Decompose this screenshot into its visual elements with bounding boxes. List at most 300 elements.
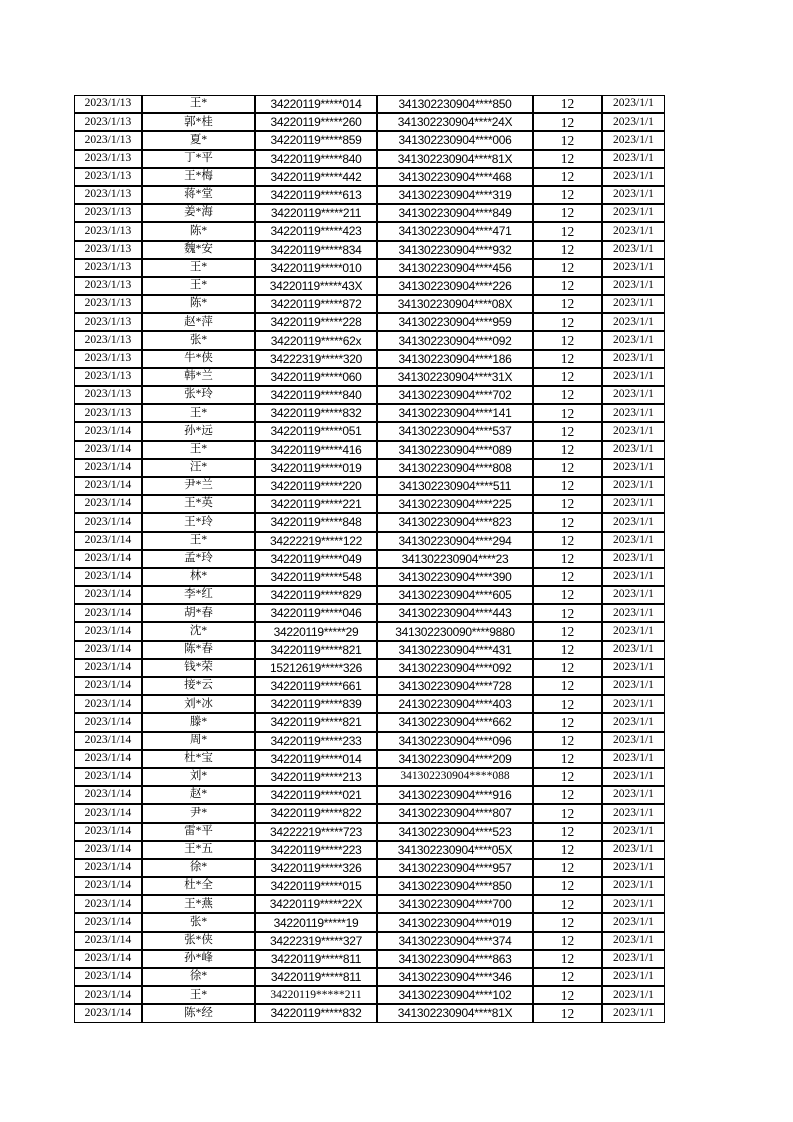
- cell-person-name: 王*: [142, 532, 255, 550]
- cell-account-number-masked: 341302230904****456: [377, 259, 533, 277]
- table-row: [74, 513, 665, 531]
- cell-start-date: 2023/1/1: [602, 277, 665, 295]
- cell-months: 12: [533, 859, 602, 877]
- cell-id-number-masked: 34220119*****049: [255, 550, 377, 568]
- cell-account-number-masked: 341302230904****605: [377, 586, 533, 604]
- cell-months: 12: [533, 513, 602, 531]
- cell-id-number-masked: 34220119*****442: [255, 168, 377, 186]
- cell-person-name: 王*: [142, 441, 255, 459]
- table-row: [74, 786, 665, 804]
- table-row: [74, 368, 665, 386]
- cell-record-date: 2023/1/13: [74, 350, 142, 368]
- cell-months: 12: [533, 277, 602, 295]
- cell-person-name: 张*: [142, 331, 255, 349]
- cell-months: 12: [533, 622, 602, 640]
- cell-months: 12: [533, 895, 602, 913]
- cell-id-number-masked: 34220119*****872: [255, 295, 377, 313]
- cell-account-number-masked: 341302230904****468: [377, 168, 533, 186]
- cell-person-name: 孙*峰: [142, 950, 255, 968]
- cell-id-number-masked: 34222319*****327: [255, 932, 377, 950]
- cell-start-date: 2023/1/1: [602, 222, 665, 240]
- cell-record-date: 2023/1/14: [74, 477, 142, 495]
- cell-start-date: 2023/1/1: [602, 750, 665, 768]
- cell-person-name: 杜*宝: [142, 750, 255, 768]
- table-row: [74, 695, 665, 713]
- table-row: [74, 550, 665, 568]
- table-row: [74, 241, 665, 259]
- cell-record-date: 2023/1/13: [74, 186, 142, 204]
- cell-person-name: 王*玲: [142, 513, 255, 531]
- cell-account-number-masked: 341302230904****05X: [377, 841, 533, 859]
- cell-months: 12: [533, 386, 602, 404]
- cell-person-name: 王*梅: [142, 168, 255, 186]
- cell-id-number-masked: 34220119*****22X: [255, 895, 377, 913]
- cell-person-name: 刘*: [142, 768, 255, 786]
- cell-account-number-masked: 341302230904****141: [377, 404, 533, 422]
- table-row: [74, 331, 665, 349]
- cell-start-date: 2023/1/1: [602, 513, 665, 531]
- cell-start-date: 2023/1/1: [602, 713, 665, 731]
- cell-start-date: 2023/1/1: [602, 422, 665, 440]
- cell-id-number-masked: 34222219*****723: [255, 823, 377, 841]
- cell-id-number-masked: 34220119*****211: [255, 204, 377, 222]
- cell-account-number-masked: 341302230904****932: [377, 241, 533, 259]
- cell-start-date: 2023/1/1: [602, 532, 665, 550]
- cell-months: 12: [533, 604, 602, 622]
- table-row: [74, 950, 665, 968]
- cell-record-date: 2023/1/14: [74, 895, 142, 913]
- cell-months: 12: [533, 350, 602, 368]
- cell-record-date: 2023/1/13: [74, 313, 142, 331]
- cell-person-name: 陈*经: [142, 1004, 255, 1022]
- cell-account-number-masked: 341302230904****916: [377, 786, 533, 804]
- cell-id-number-masked: 34220119*****046: [255, 604, 377, 622]
- cell-start-date: 2023/1/1: [602, 204, 665, 222]
- cell-record-date: 2023/1/14: [74, 750, 142, 768]
- table-row: [74, 877, 665, 895]
- cell-months: 12: [533, 804, 602, 822]
- cell-account-number-masked: 341302230904****092: [377, 331, 533, 349]
- cell-id-number-masked: 34220119*****661: [255, 677, 377, 695]
- cell-person-name: 接*云: [142, 677, 255, 695]
- cell-start-date: 2023/1/1: [602, 568, 665, 586]
- cell-months: 12: [533, 677, 602, 695]
- cell-id-number-masked: 34220119*****221: [255, 495, 377, 513]
- cell-months: 12: [533, 168, 602, 186]
- cell-start-date: 2023/1/1: [602, 823, 665, 841]
- cell-start-date: 2023/1/1: [602, 368, 665, 386]
- cell-account-number-masked: 341302230904****346: [377, 968, 533, 986]
- cell-person-name: 孙*远: [142, 422, 255, 440]
- cell-months: 12: [533, 404, 602, 422]
- cell-id-number-masked: 34220119*****211: [255, 986, 377, 1004]
- cell-person-name: 王*: [142, 95, 255, 113]
- cell-person-name: 张*侠: [142, 932, 255, 950]
- cell-id-number-masked: 34220119*****051: [255, 422, 377, 440]
- cell-start-date: 2023/1/1: [602, 477, 665, 495]
- cell-record-date: 2023/1/13: [74, 331, 142, 349]
- cell-person-name: 王*英: [142, 495, 255, 513]
- cell-record-date: 2023/1/14: [74, 823, 142, 841]
- cell-months: 12: [533, 441, 602, 459]
- cell-account-number-masked: 341302230904****728: [377, 677, 533, 695]
- cell-start-date: 2023/1/1: [602, 495, 665, 513]
- cell-months: 12: [533, 368, 602, 386]
- cell-start-date: 2023/1/1: [602, 859, 665, 877]
- cell-record-date: 2023/1/13: [74, 150, 142, 168]
- cell-person-name: 赵*萍: [142, 313, 255, 331]
- cell-record-date: 2023/1/14: [74, 986, 142, 1004]
- cell-record-date: 2023/1/14: [74, 804, 142, 822]
- cell-account-number-masked: 341302230904****390: [377, 568, 533, 586]
- table-row: [74, 823, 665, 841]
- cell-start-date: 2023/1/1: [602, 186, 665, 204]
- cell-id-number-masked: 34220119*****29: [255, 622, 377, 640]
- cell-start-date: 2023/1/1: [602, 459, 665, 477]
- cell-account-number-masked: 341302230904****092: [377, 659, 533, 677]
- cell-months: 12: [533, 932, 602, 950]
- cell-id-number-masked: 34220119*****060: [255, 368, 377, 386]
- cell-record-date: 2023/1/14: [74, 532, 142, 550]
- cell-person-name: 魏*安: [142, 241, 255, 259]
- table-row: [74, 895, 665, 913]
- cell-months: 12: [533, 113, 602, 131]
- cell-record-date: 2023/1/14: [74, 950, 142, 968]
- cell-id-number-masked: 34220119*****43X: [255, 277, 377, 295]
- cell-person-name: 王*: [142, 986, 255, 1004]
- cell-months: 12: [533, 877, 602, 895]
- cell-account-number-masked: 341302230904****511: [377, 477, 533, 495]
- cell-id-number-masked: 34220119*****613: [255, 186, 377, 204]
- table-row: [74, 604, 665, 622]
- cell-record-date: 2023/1/13: [74, 295, 142, 313]
- cell-id-number-masked: 34220119*****832: [255, 1004, 377, 1022]
- cell-record-date: 2023/1/13: [74, 95, 142, 113]
- cell-person-name: 徐*: [142, 968, 255, 986]
- cell-start-date: 2023/1/1: [602, 604, 665, 622]
- cell-account-number-masked: 341302230904****431: [377, 641, 533, 659]
- cell-start-date: 2023/1/1: [602, 586, 665, 604]
- cell-record-date: 2023/1/14: [74, 422, 142, 440]
- cell-start-date: 2023/1/1: [602, 386, 665, 404]
- cell-person-name: 郭*桂: [142, 113, 255, 131]
- cell-start-date: 2023/1/1: [602, 950, 665, 968]
- cell-id-number-masked: 34220119*****62x: [255, 331, 377, 349]
- table-row: [74, 422, 665, 440]
- cell-id-number-masked: 34220119*****019: [255, 459, 377, 477]
- cell-account-number-masked: 341302230904****523: [377, 823, 533, 841]
- cell-months: 12: [533, 222, 602, 240]
- cell-months: 12: [533, 295, 602, 313]
- cell-record-date: 2023/1/14: [74, 568, 142, 586]
- cell-months: 12: [533, 459, 602, 477]
- cell-start-date: 2023/1/1: [602, 913, 665, 931]
- cell-id-number-masked: 34220119*****811: [255, 950, 377, 968]
- cell-record-date: 2023/1/14: [74, 550, 142, 568]
- table-row: [74, 477, 665, 495]
- cell-record-date: 2023/1/13: [74, 204, 142, 222]
- cell-person-name: 胡*春: [142, 604, 255, 622]
- cell-months: 12: [533, 331, 602, 349]
- cell-person-name: 陈*: [142, 222, 255, 240]
- cell-start-date: 2023/1/1: [602, 986, 665, 1004]
- cell-id-number-masked: 34220119*****859: [255, 131, 377, 149]
- records-table-body: [74, 95, 665, 1023]
- cell-id-number-masked: 34220119*****228: [255, 313, 377, 331]
- cell-start-date: 2023/1/1: [602, 150, 665, 168]
- cell-person-name: 丁*平: [142, 150, 255, 168]
- cell-record-date: 2023/1/13: [74, 241, 142, 259]
- table-row: [74, 968, 665, 986]
- cell-start-date: 2023/1/1: [602, 550, 665, 568]
- cell-account-number-masked: 341302230904****006: [377, 131, 533, 149]
- table-row: [74, 459, 665, 477]
- cell-person-name: 林*: [142, 568, 255, 586]
- cell-id-number-masked: 34220119*****014: [255, 95, 377, 113]
- cell-id-number-masked: 34220119*****822: [255, 804, 377, 822]
- cell-record-date: 2023/1/14: [74, 841, 142, 859]
- cell-id-number-masked: 15212619*****326: [255, 659, 377, 677]
- cell-account-number-masked: 341302230904****700: [377, 895, 533, 913]
- table-row: [74, 932, 665, 950]
- cell-id-number-masked: 34220119*****416: [255, 441, 377, 459]
- cell-record-date: 2023/1/14: [74, 604, 142, 622]
- cell-id-number-masked: 34220119*****220: [255, 477, 377, 495]
- cell-record-date: 2023/1/13: [74, 168, 142, 186]
- cell-months: 12: [533, 695, 602, 713]
- cell-months: 12: [533, 186, 602, 204]
- cell-person-name: 李*红: [142, 586, 255, 604]
- cell-record-date: 2023/1/13: [74, 386, 142, 404]
- cell-account-number-masked: 341302230904****294: [377, 532, 533, 550]
- cell-start-date: 2023/1/1: [602, 404, 665, 422]
- table-row: [74, 986, 665, 1004]
- cell-record-date: 2023/1/13: [74, 259, 142, 277]
- cell-id-number-masked: 34222319*****320: [255, 350, 377, 368]
- cell-account-number-masked: 341302230904****81X: [377, 150, 533, 168]
- cell-start-date: 2023/1/1: [602, 695, 665, 713]
- table-row: [74, 732, 665, 750]
- cell-record-date: 2023/1/14: [74, 677, 142, 695]
- cell-record-date: 2023/1/14: [74, 859, 142, 877]
- cell-record-date: 2023/1/14: [74, 1004, 142, 1022]
- cell-person-name: 尹*兰: [142, 477, 255, 495]
- cell-months: 12: [533, 659, 602, 677]
- cell-months: 12: [533, 732, 602, 750]
- cell-record-date: 2023/1/14: [74, 968, 142, 986]
- cell-start-date: 2023/1/1: [602, 877, 665, 895]
- cell-person-name: 陈*春: [142, 641, 255, 659]
- table-row: [74, 186, 665, 204]
- table-row: [74, 913, 665, 931]
- cell-person-name: 周*: [142, 732, 255, 750]
- cell-start-date: 2023/1/1: [602, 313, 665, 331]
- cell-account-number-masked: 341302230904****102: [377, 986, 533, 1004]
- cell-start-date: 2023/1/1: [602, 804, 665, 822]
- table-row: [74, 168, 665, 186]
- table-row: [74, 1004, 665, 1022]
- cell-account-number-masked: 341302230904****209: [377, 750, 533, 768]
- table-row: [74, 622, 665, 640]
- cell-months: 12: [533, 95, 602, 113]
- cell-account-number-masked: 341302230904****225: [377, 495, 533, 513]
- cell-record-date: 2023/1/14: [74, 713, 142, 731]
- cell-months: 12: [533, 586, 602, 604]
- cell-person-name: 王*五: [142, 841, 255, 859]
- cell-person-name: 王*: [142, 259, 255, 277]
- cell-months: 12: [533, 550, 602, 568]
- cell-start-date: 2023/1/1: [602, 1004, 665, 1022]
- cell-months: 12: [533, 913, 602, 931]
- cell-months: 12: [533, 259, 602, 277]
- cell-start-date: 2023/1/1: [602, 331, 665, 349]
- cell-start-date: 2023/1/1: [602, 659, 665, 677]
- cell-months: 12: [533, 768, 602, 786]
- cell-account-number-masked: 341302230904****096: [377, 732, 533, 750]
- cell-months: 12: [533, 495, 602, 513]
- cell-months: 12: [533, 241, 602, 259]
- cell-person-name: 牛*侠: [142, 350, 255, 368]
- cell-start-date: 2023/1/1: [602, 841, 665, 859]
- cell-record-date: 2023/1/14: [74, 768, 142, 786]
- cell-start-date: 2023/1/1: [602, 932, 665, 950]
- cell-person-name: 沈*: [142, 622, 255, 640]
- cell-id-number-masked: 34220119*****839: [255, 695, 377, 713]
- cell-account-number-masked: 341302230904****319: [377, 186, 533, 204]
- table-row: [74, 222, 665, 240]
- cell-id-number-masked: 34220119*****848: [255, 513, 377, 531]
- cell-account-number-masked: 341302230904****226: [377, 277, 533, 295]
- table-row: [74, 295, 665, 313]
- cell-id-number-masked: 34220119*****19: [255, 913, 377, 931]
- cell-record-date: 2023/1/14: [74, 659, 142, 677]
- table-row: [74, 841, 665, 859]
- table-row: [74, 750, 665, 768]
- cell-record-date: 2023/1/13: [74, 404, 142, 422]
- cell-start-date: 2023/1/1: [602, 295, 665, 313]
- cell-id-number-masked: 34220119*****811: [255, 968, 377, 986]
- table-row: [74, 204, 665, 222]
- cell-account-number-masked: 341302230904****374: [377, 932, 533, 950]
- table-row: [74, 859, 665, 877]
- cell-months: 12: [533, 823, 602, 841]
- cell-id-number-masked: 34220119*****423: [255, 222, 377, 240]
- cell-months: 12: [533, 532, 602, 550]
- cell-start-date: 2023/1/1: [602, 350, 665, 368]
- cell-months: 12: [533, 641, 602, 659]
- cell-months: 12: [533, 568, 602, 586]
- cell-person-name: 汪*: [142, 459, 255, 477]
- cell-record-date: 2023/1/14: [74, 877, 142, 895]
- cell-record-date: 2023/1/14: [74, 732, 142, 750]
- cell-months: 12: [533, 477, 602, 495]
- table-row: [74, 386, 665, 404]
- cell-record-date: 2023/1/13: [74, 222, 142, 240]
- cell-months: 12: [533, 150, 602, 168]
- cell-start-date: 2023/1/1: [602, 677, 665, 695]
- records-table: [74, 95, 665, 1023]
- table-row: [74, 350, 665, 368]
- cell-account-number-masked: 341302230904****23: [377, 550, 533, 568]
- cell-months: 12: [533, 422, 602, 440]
- cell-id-number-masked: 34220119*****260: [255, 113, 377, 131]
- cell-id-number-masked: 34220119*****834: [255, 241, 377, 259]
- cell-account-number-masked: 341302230904****81X: [377, 1004, 533, 1022]
- cell-account-number-masked: 341302230904****186: [377, 350, 533, 368]
- cell-record-date: 2023/1/14: [74, 641, 142, 659]
- cell-person-name: 滕*: [142, 713, 255, 731]
- cell-person-name: 陈*: [142, 295, 255, 313]
- cell-months: 12: [533, 713, 602, 731]
- cell-start-date: 2023/1/1: [602, 95, 665, 113]
- table-row: [74, 677, 665, 695]
- table-row: [74, 804, 665, 822]
- cell-account-number-masked: 341302230904****31X: [377, 368, 533, 386]
- cell-account-number-masked: 341302230904****959: [377, 313, 533, 331]
- cell-months: 12: [533, 1004, 602, 1022]
- cell-id-number-masked: 34220119*****213: [255, 768, 377, 786]
- cell-account-number-masked: 341302230904****019: [377, 913, 533, 931]
- cell-person-name: 韩*兰: [142, 368, 255, 386]
- table-row: [74, 150, 665, 168]
- table-row: [74, 532, 665, 550]
- cell-start-date: 2023/1/1: [602, 441, 665, 459]
- cell-id-number-masked: 34220119*****840: [255, 150, 377, 168]
- cell-start-date: 2023/1/1: [602, 241, 665, 259]
- cell-account-number-masked: 341302230904****24X: [377, 113, 533, 131]
- cell-account-number-masked: 341302230904****957: [377, 859, 533, 877]
- cell-record-date: 2023/1/13: [74, 277, 142, 295]
- cell-record-date: 2023/1/13: [74, 368, 142, 386]
- cell-id-number-masked: 34222219*****122: [255, 532, 377, 550]
- cell-person-name: 蒋*堂: [142, 186, 255, 204]
- cell-account-number-masked: 341302230904****850: [377, 877, 533, 895]
- cell-id-number-masked: 34220119*****840: [255, 386, 377, 404]
- cell-months: 12: [533, 950, 602, 968]
- cell-start-date: 2023/1/1: [602, 732, 665, 750]
- table-row: [74, 404, 665, 422]
- table-row: [74, 313, 665, 331]
- cell-person-name: 钱*荣: [142, 659, 255, 677]
- cell-months: 12: [533, 968, 602, 986]
- cell-months: 12: [533, 841, 602, 859]
- cell-person-name: 张*: [142, 913, 255, 931]
- cell-id-number-masked: 34220119*****014: [255, 750, 377, 768]
- table-row: [74, 259, 665, 277]
- cell-record-date: 2023/1/13: [74, 113, 142, 131]
- cell-id-number-masked: 34220119*****326: [255, 859, 377, 877]
- cell-id-number-masked: 34220119*****832: [255, 404, 377, 422]
- table-row: [74, 113, 665, 131]
- cell-record-date: 2023/1/14: [74, 495, 142, 513]
- cell-account-number-masked: 341302230904****849: [377, 204, 533, 222]
- cell-account-number-masked: 341302230904****850: [377, 95, 533, 113]
- cell-account-number-masked: 341302230904****662: [377, 713, 533, 731]
- cell-id-number-masked: 34220119*****015: [255, 877, 377, 895]
- cell-account-number-masked: 341302230904****823: [377, 513, 533, 531]
- cell-person-name: 张*玲: [142, 386, 255, 404]
- cell-record-date: 2023/1/14: [74, 695, 142, 713]
- table-row: [74, 641, 665, 659]
- cell-id-number-masked: 34220119*****548: [255, 568, 377, 586]
- cell-account-number-masked: 341302230090****9880: [377, 622, 533, 640]
- cell-record-date: 2023/1/14: [74, 513, 142, 531]
- cell-person-name: 赵*: [142, 786, 255, 804]
- cell-id-number-masked: 34220119*****821: [255, 641, 377, 659]
- cell-start-date: 2023/1/1: [602, 259, 665, 277]
- cell-account-number-masked: 341302230904****08X: [377, 295, 533, 313]
- cell-record-date: 2023/1/13: [74, 131, 142, 149]
